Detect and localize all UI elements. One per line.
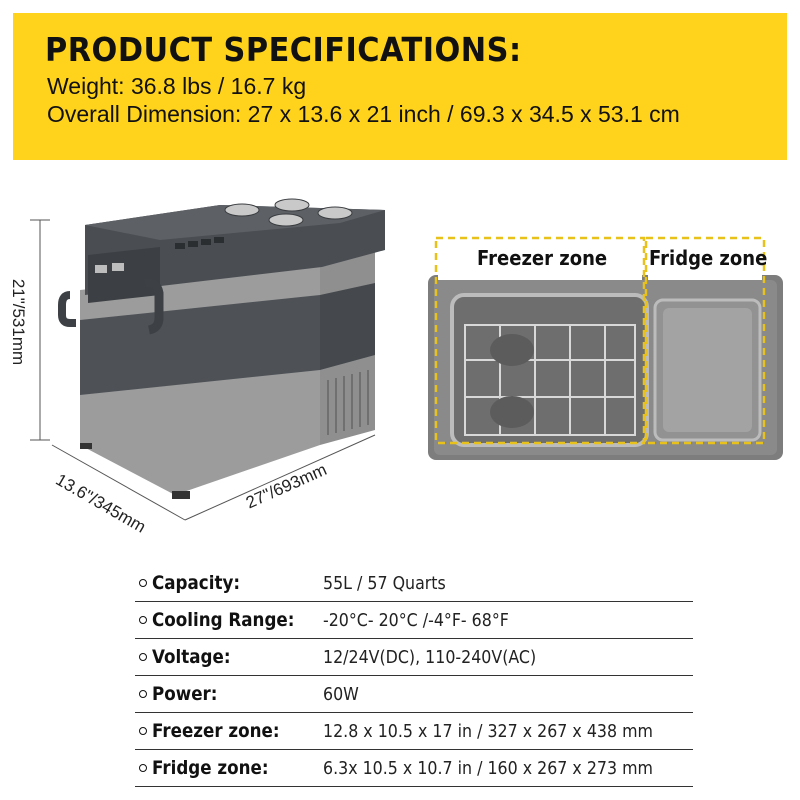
depth-dimension-label: 13.6"/345mm — [52, 470, 150, 537]
height-dimension-label: 21"/531mm — [9, 278, 28, 366]
bullet-icon — [139, 727, 147, 735]
spec-label: Cooling Range: — [152, 609, 295, 631]
spec-value: -20°C- 20°C /-4°F- 68°F — [323, 610, 509, 631]
spec-row-capacity — [135, 565, 693, 602]
spec-label: Voltage: — [152, 646, 231, 668]
spec-label: Freezer zone: — [152, 720, 280, 742]
spec-label: Capacity: — [152, 572, 241, 594]
spec-label: Fridge zone: — [152, 757, 269, 779]
bullet-icon — [139, 616, 147, 624]
dimension-text: Overall Dimension: 27 x 13.6 x 21 inch / 69.3 x 34.5 x 53.1 cm — [47, 101, 680, 127]
freezer-zone-label: Freezer zone — [477, 246, 608, 270]
spec-row-fridge-zone — [135, 750, 693, 787]
spec-value: 12.8 x 10.5 x 17 in / 327 x 267 x 438 mm — [323, 721, 653, 742]
spec-list — [135, 565, 693, 787]
fridge-zone-label: Fridge zone — [649, 246, 768, 270]
spec-row-freezer-zone — [135, 713, 693, 750]
spec-row-power — [135, 676, 693, 713]
banner-title: PRODUCT SPECIFICATIONS: — [45, 30, 522, 69]
bullet-icon — [139, 690, 147, 698]
bullet-icon — [139, 764, 147, 772]
spec-label: Power: — [152, 683, 218, 705]
spec-value: 12/24V(DC), 110-240V(AC) — [323, 647, 537, 668]
bullet-icon — [139, 653, 147, 661]
spec-value: 6.3x 10.5 x 10.7 in / 160 x 267 x 273 mm — [323, 758, 653, 779]
spec-value: 60W — [323, 684, 359, 705]
spec-row-voltage — [135, 639, 693, 676]
width-dimension-label: 27"/693mm — [243, 459, 330, 513]
spec-row-cooling-range — [135, 602, 693, 639]
spec-banner — [13, 13, 787, 160]
bullet-icon — [139, 579, 147, 587]
spec-value: 55L / 57 Quarts — [323, 573, 446, 594]
weight-text: Weight: 36.8 lbs / 16.7 kg — [47, 73, 307, 99]
